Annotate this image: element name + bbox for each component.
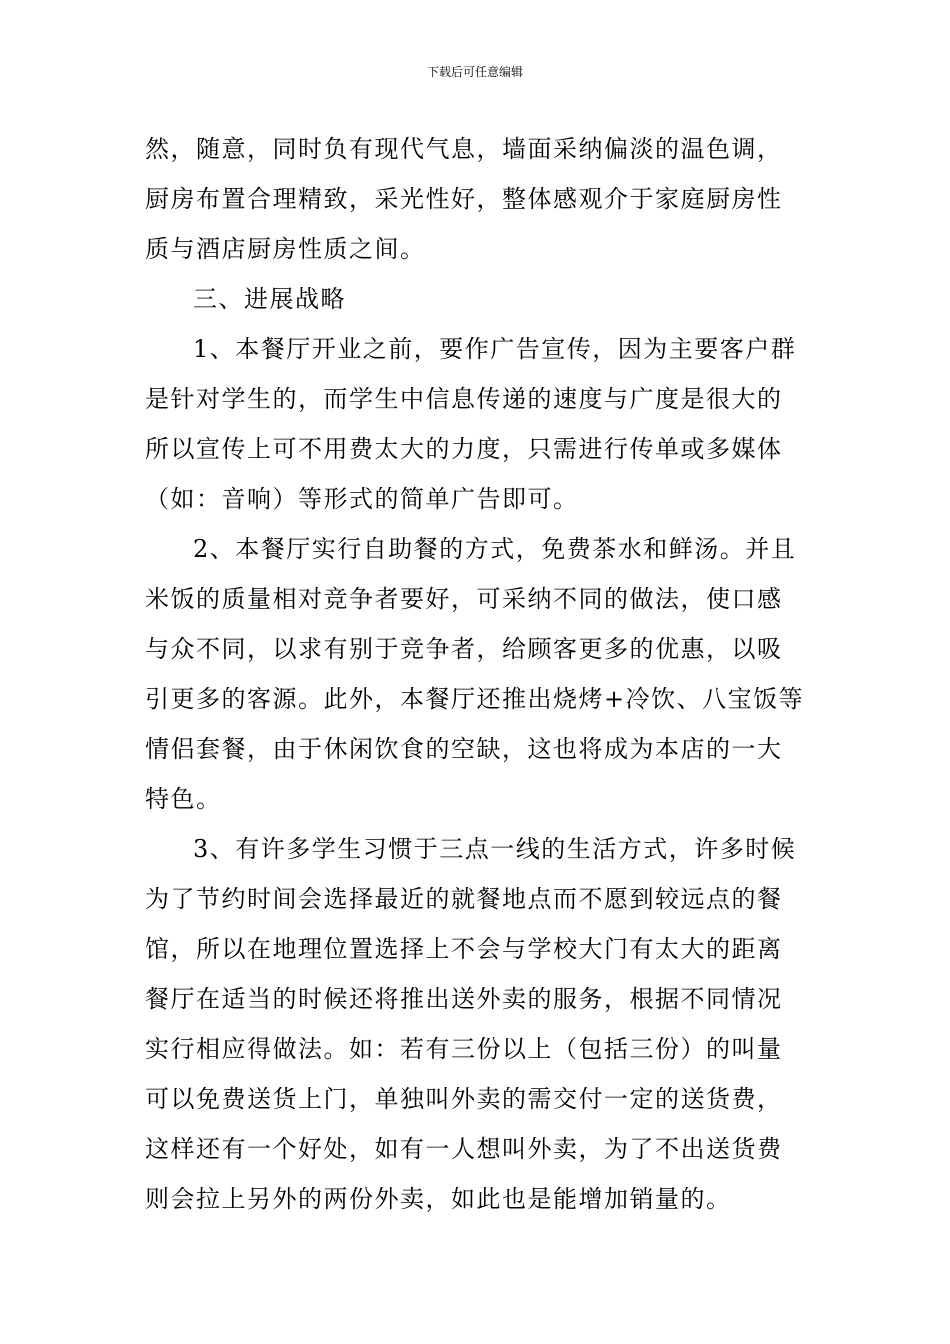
- text-line: 特色。: [145, 785, 222, 813]
- text-line: 然，随意，同时负有现代气息，墙面采纳偏淡的温色调，: [145, 135, 783, 163]
- document-body: [145, 124, 810, 1224]
- text-line: 引更多的客源。此外，本餐厅还推出烧烤+冷饮、八宝饭等: [145, 685, 805, 713]
- text-line: 与众不同，以求有别于竞争者，给顾客更多的优惠，以吸: [145, 635, 783, 663]
- text-line: 2、本餐厅实行自助餐的方式，免费茶水和鲜汤。并且: [193, 535, 797, 563]
- text-line: 质与酒店厨房性质之间。: [145, 235, 426, 263]
- text-line: 米饭的质量相对竞争者要好，可采纳不同的做法，使口感: [145, 585, 783, 613]
- text-line: 则会拉上另外的两份外卖，如此也是能增加销量的。: [145, 1185, 732, 1213]
- text-line: 3、有许多学生习惯于三点一线的生活方式，许多时候: [193, 835, 797, 863]
- text-line: （如：音响）等形式的简单广告即可。: [145, 485, 579, 513]
- text-line: 馆，所以在地理位置选择上不会与学校大门有太大的距离: [145, 935, 783, 963]
- page-header: 下载后可任意编辑: [426, 65, 523, 79]
- text-line: 厨房布置合理精致，采光性好，整体感观介于家庭厨房性: [145, 185, 783, 213]
- text-line: 1、本餐厅开业之前，要作广告宣传，因为主要客户群: [193, 335, 797, 363]
- text-line: 是针对学生的，而学生中信息传递的速度与广度是很大的: [145, 385, 783, 413]
- text-line: 所以宣传上可不用费太大的力度，只需进行传单或多媒体: [145, 435, 783, 463]
- text-line: 为了节约时间会选择最近的就餐地点而不愿到较远点的餐: [145, 885, 783, 913]
- text-line: 餐厅在适当的时候还将推出送外卖的服务，根据不同情况: [145, 985, 783, 1013]
- text-line: 这样还有一个好处，如有一人想叫外卖，为了不出送货费: [145, 1135, 783, 1163]
- text-line: 情侣套餐，由于休闲饮食的空缺，这也将成为本店的一大: [145, 735, 783, 763]
- section-heading: 三、进展战略: [193, 285, 346, 313]
- text-line: 可以免费送货上门，单独叫外卖的需交付一定的送货费，: [145, 1085, 783, 1113]
- text-line: 实行相应得做法。如：若有三份以上（包括三份）的叫量: [145, 1035, 783, 1063]
